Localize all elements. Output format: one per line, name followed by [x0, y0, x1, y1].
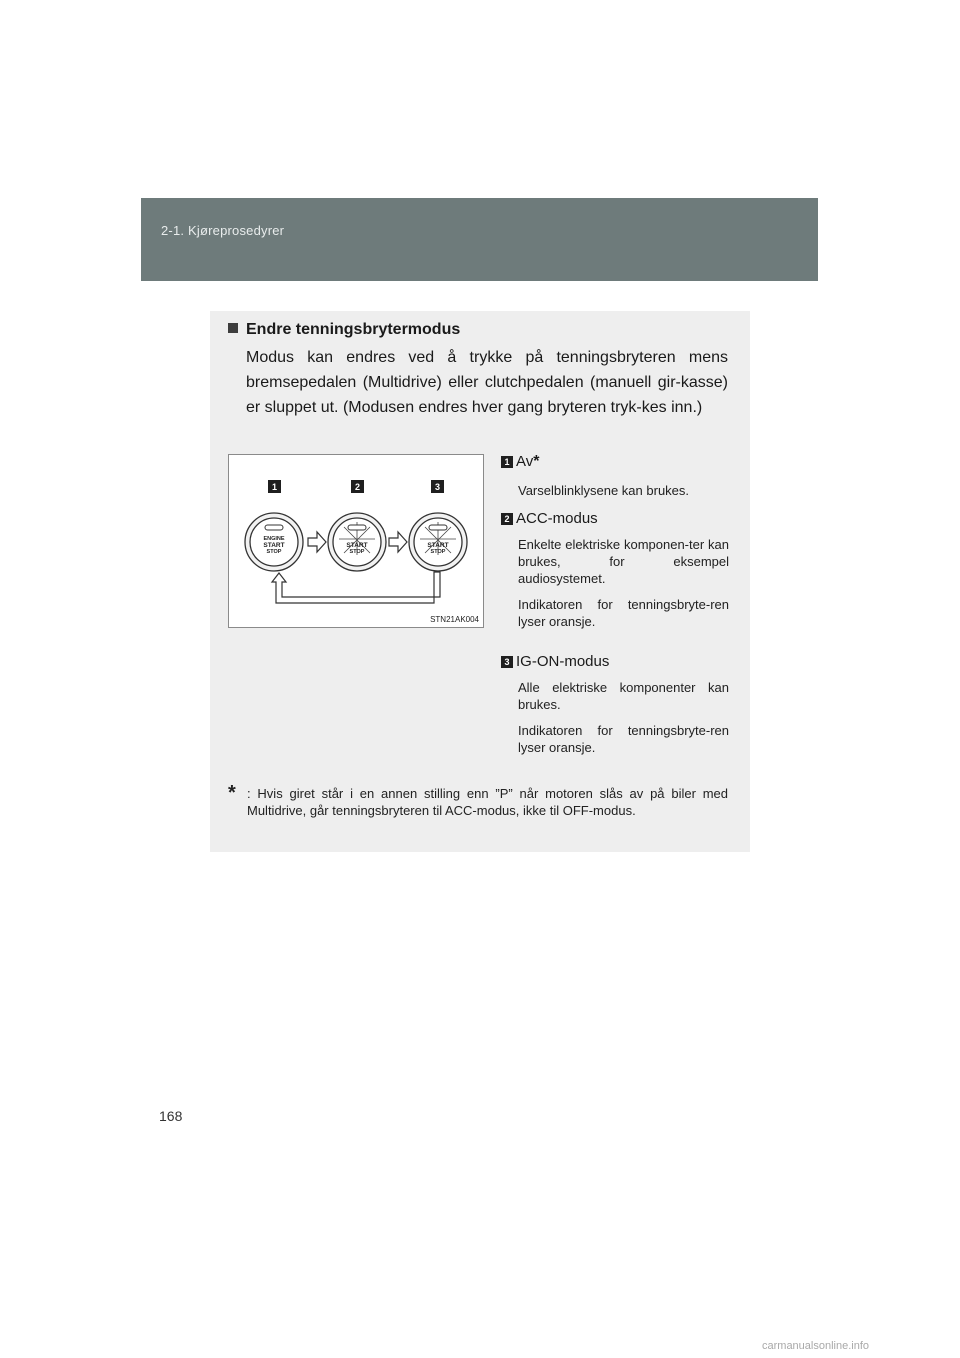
section-heading	[228, 321, 460, 339]
mode-off	[501, 453, 729, 499]
button-start-label: START	[263, 542, 285, 549]
button-2-stop-label: STOP	[349, 549, 365, 555]
button-3-start-label: START	[427, 542, 449, 549]
mode-off-desc: Varselblinklysene kan brukes.	[518, 483, 690, 498]
mode-ig-on-title	[501, 653, 729, 670]
arrow-right-icon	[389, 532, 407, 552]
mode-ig-on-desc-1: Alle elektriske komponenter kan brukes.	[518, 680, 729, 712]
mode-off-title: 1 Av *	[501, 453, 729, 470]
ignition-mode-figure	[228, 454, 484, 628]
start-stop-button-acc	[328, 513, 386, 571]
figure-code: STN21AK004	[430, 615, 479, 624]
mode-ig-on-desc-2: Indikatoren for tenningsbryte-ren lyser oransje.	[518, 723, 729, 755]
figure-badge-1	[268, 480, 281, 493]
section-label: 2-1. Kjøreprosedyrer	[161, 223, 285, 238]
start-stop-button-off	[245, 513, 303, 571]
mode-acc-title	[501, 510, 729, 527]
mode-acc	[501, 510, 729, 630]
figure-badge-3	[431, 480, 444, 493]
page-number: 168	[159, 1108, 183, 1124]
button-engine-label: ENGINE	[263, 536, 285, 542]
ignition-switch-diagram	[229, 455, 485, 629]
mode-1-badge: 1	[501, 456, 513, 468]
mode-acc-desc-2: Indikatoren for tenningsbryte-ren lyser oransje.	[518, 597, 729, 629]
start-stop-button-ig-on	[409, 513, 467, 571]
footnote-text: : Hvis giret står i en annen stilling enn ”P” når motoren slås av på biler med Multidrive, går tenningsbryteren til ACC-modus, ikke til OFF-modus.	[247, 786, 728, 818]
button-stop-label: STOP	[266, 549, 282, 555]
mode-acc-name: ACC-modus	[516, 510, 598, 527]
figure-badge-3-label: 3	[434, 482, 441, 492]
figure-badge-2	[351, 480, 364, 493]
arrow-right-icon	[308, 532, 326, 552]
section-header-band	[141, 198, 818, 281]
mode-acc-desc-1: Enkelte elektriske komponen-ter kan brukes, for eksempel audiosystemet.	[518, 537, 729, 586]
figure-badge-1-label: 1	[271, 482, 278, 492]
footnote	[228, 782, 728, 819]
button-3-stop-label: STOP	[430, 549, 446, 555]
heading-text: Endre tenningsbrytermodus	[246, 321, 461, 338]
return-arrow-icon	[272, 572, 440, 603]
watermark: carmanualsonline.info	[762, 1340, 870, 1352]
footnote-star: *	[228, 782, 236, 804]
mode-3-badge: 3	[501, 656, 513, 668]
mode-ig-on	[501, 653, 729, 756]
content-box	[210, 311, 750, 852]
heading-bullet-icon	[228, 323, 238, 333]
mode-ig-on-name: IG-ON-modus	[516, 653, 610, 670]
button-2-start-label: START	[346, 542, 368, 549]
mode-2-badge: 2	[501, 513, 513, 525]
figure-badge-2-label: 2	[354, 482, 361, 492]
intro-paragraph: Modus kan endres ved å trykke på tenningsbryteren mens bremsepedalen (Multidrive) eller clutchpedalen (manuell gir-kasse) er sluppet ut. (Modusen endres hver gang bryteren tryk-kes inn.)	[246, 349, 728, 416]
mode-off-name: Av	[516, 453, 534, 470]
